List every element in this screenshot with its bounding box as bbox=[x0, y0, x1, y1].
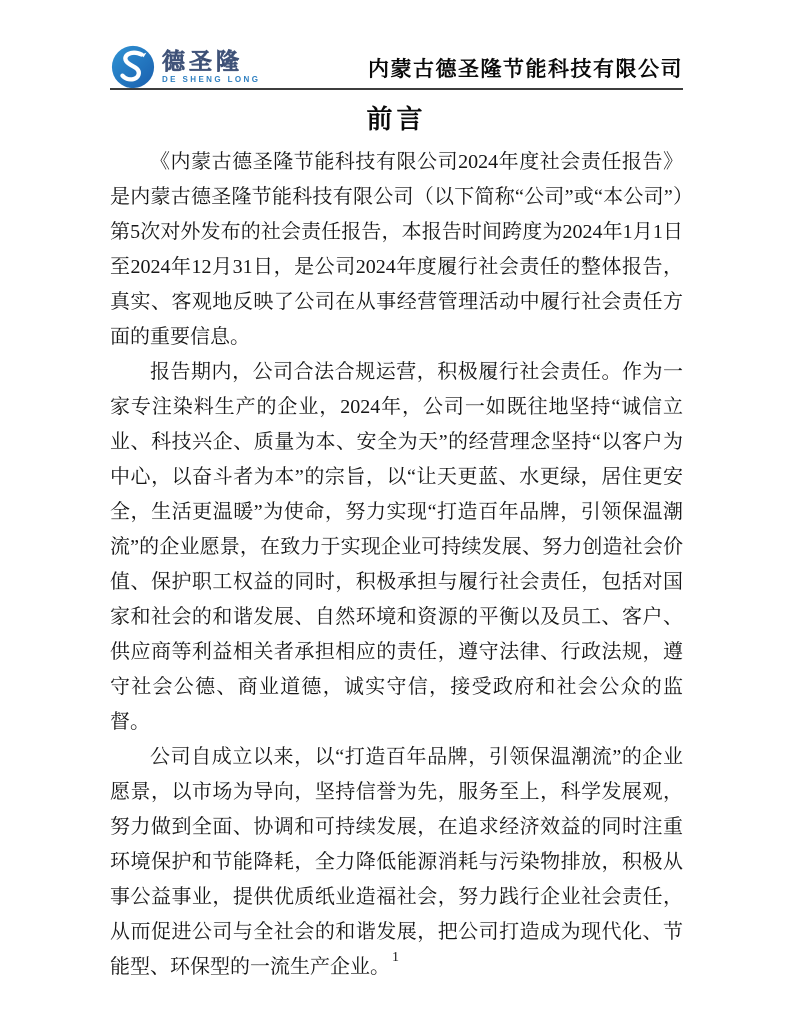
body-paragraph-2: 报告期内，公司合法合规运营，积极履行社会责任。作为一家专注染料生产的企业，2024年，公司一如既往地坚持“诚信立业、科技兴企、质量为本、安全为天”的经营理念坚持“以客户为中心，以奋斗者为本”的宗旨，以“让天更蓝、水更绿，居住更安全，生活更温暖”为使命，努力实现“打造百年品牌，引领保温潮流”的企业愿景，在致力于实现企业可持续发展、努力创造社会价值、保护职工权益的同时，积极承担与履行社会责任，包括对国家和社会的和谐发展、自然环境和资源的平衡以及员工、客户、供应商等利益相关者承担相应的责任，遵守法律、行政法规，遵守社会公德、商业道德，诚实守信，接受政府和社会公众的监督。 bbox=[110, 361, 683, 733]
body-paragraph-1: 《内蒙古德圣隆节能科技有限公司2024年度社会责任报告》是内蒙古德圣隆节能科技有限公司（以下简称“公司”或“本公司”）第5次对外发布的社会责任报告，本报告时间跨度为2024年1月1日至2024年12月31日，是公司2024年度履行社会责任的整体报告，真实、客观地反映了公司在从事经营管理活动中履行社会责任方面的重要信息。 bbox=[110, 151, 683, 348]
page-header bbox=[110, 0, 683, 90]
body-paragraph-3: 公司自成立以来，以“打造百年品牌，引领保温潮流”的企业愿景，以市场为导向，坚持信誉为先，服务至上，科学发展观，努力做到全面、协调和可持续发展，在追求经济效益的同时注重环境保护和节能降耗，全力降低能源消耗与污染物排放，积极从事公益事业，提供优质纸业造福社会，努力践行企业社会责任，从而促进公司与全社会的和谐发展，把公司打造成为现代化、节能型、环保型的一流生产企业。 bbox=[110, 746, 683, 978]
page-content bbox=[110, 0, 683, 985]
company-name: 内蒙古德圣隆节能科技有限公司 bbox=[368, 57, 683, 81]
company-logo bbox=[110, 44, 260, 90]
logo-name-chinese: 德圣隆 bbox=[162, 48, 243, 74]
logo-wordmark bbox=[162, 50, 260, 84]
report-body bbox=[110, 145, 683, 985]
page-number: 1 bbox=[392, 950, 399, 965]
dragon-logo-icon bbox=[110, 44, 156, 90]
logo-name-english: DE SHENG LONG bbox=[162, 75, 261, 84]
page-title: 前言 bbox=[366, 105, 427, 134]
